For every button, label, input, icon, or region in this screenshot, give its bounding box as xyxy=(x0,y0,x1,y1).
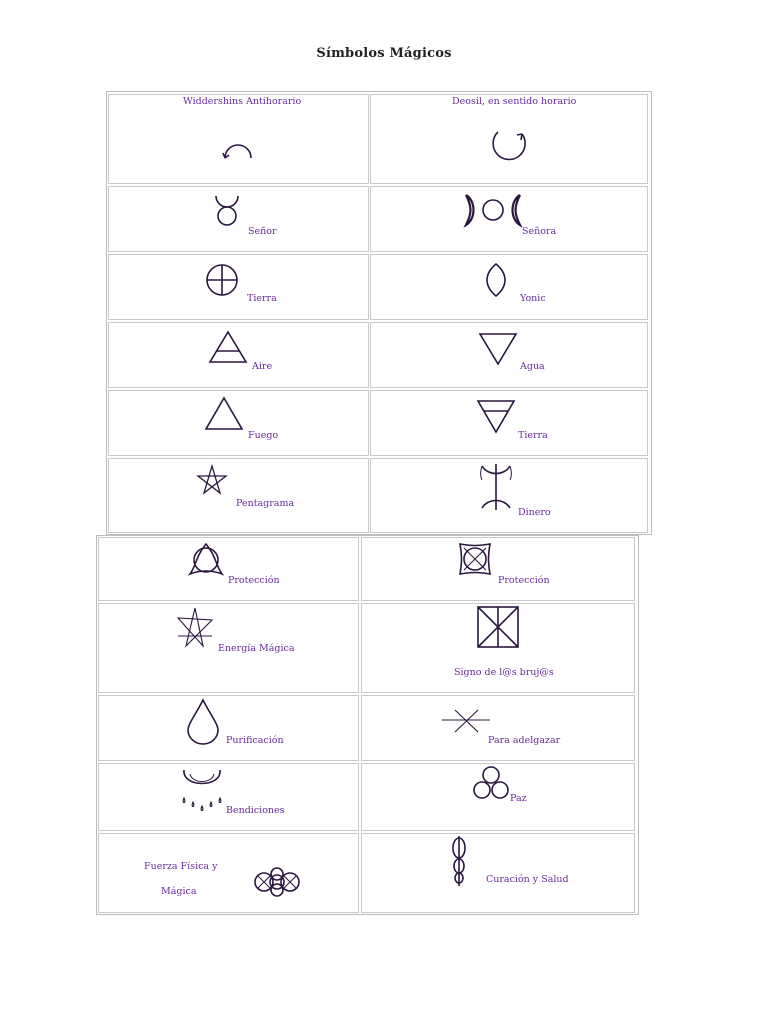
slimming-icon xyxy=(442,708,492,736)
symbol-label: Tierra xyxy=(247,293,277,304)
widdershins-icon xyxy=(218,130,258,164)
symbol-label: Purificación xyxy=(226,735,284,746)
air-triangle-icon xyxy=(208,330,248,364)
strength-icon xyxy=(252,866,302,898)
table-cell xyxy=(108,458,369,533)
earth-cross-circle-icon xyxy=(204,263,240,297)
table-cell xyxy=(361,537,635,601)
symbol-label: Yonic xyxy=(520,293,546,304)
vesica-icon xyxy=(484,262,508,298)
blessings-icon xyxy=(178,766,226,816)
heptagram-icon xyxy=(174,606,216,652)
table-cell xyxy=(98,537,359,601)
triple-moon-icon xyxy=(462,193,524,227)
symbol-label-line2: Mágica xyxy=(161,886,197,897)
witches-sign-icon xyxy=(476,605,520,649)
symbol-label: Dinero xyxy=(518,507,551,518)
symbol-label-line1: Fuerza Física y xyxy=(144,861,218,872)
symbol-label: Curación y Salud xyxy=(486,874,569,885)
protection-knot-icon xyxy=(458,542,492,576)
symbol-label: Señora xyxy=(522,226,557,237)
peace-circles-icon xyxy=(472,765,510,801)
symbol-label: Tierra xyxy=(518,430,548,441)
symbol-label: Bendiciones xyxy=(226,805,285,816)
table-cell xyxy=(98,695,359,761)
symbol-label: Protección xyxy=(228,575,280,586)
drop-icon xyxy=(186,698,220,746)
table-cell xyxy=(370,254,648,320)
triquetra-icon xyxy=(188,542,224,576)
symbol-label: Signo de l@s bruj@s xyxy=(454,667,554,678)
fire-triangle-icon xyxy=(204,396,244,432)
healing-icon xyxy=(448,836,470,886)
horned-god-icon xyxy=(212,194,242,230)
symbol-label: Señor xyxy=(248,226,277,237)
symbol-label: Deosil, en sentido horario xyxy=(452,96,577,107)
deosil-icon xyxy=(488,128,530,166)
symbol-label: Pentagrama xyxy=(236,498,295,509)
water-triangle-icon xyxy=(478,332,518,366)
table-cell xyxy=(98,833,359,913)
symbol-label: Protección xyxy=(498,575,550,586)
table-cell xyxy=(98,763,359,831)
symbol-label: Energía Mágica xyxy=(218,643,295,654)
page-title: Símbolos Mágicos xyxy=(316,46,452,61)
symbol-label: Widdershins Antihorario xyxy=(183,96,302,107)
table-cell xyxy=(361,695,635,761)
symbol-label: Agua xyxy=(520,361,545,372)
symbol-label: Fuego xyxy=(248,430,279,441)
symbol-label: Aire xyxy=(252,361,273,372)
table-cell xyxy=(361,833,635,913)
symbol-label: Para adelgazar xyxy=(488,735,561,746)
symbol-label: Paz xyxy=(510,793,527,804)
money-icon xyxy=(478,464,514,510)
earth-triangle-icon xyxy=(476,399,516,435)
pentagram-icon xyxy=(196,464,228,496)
